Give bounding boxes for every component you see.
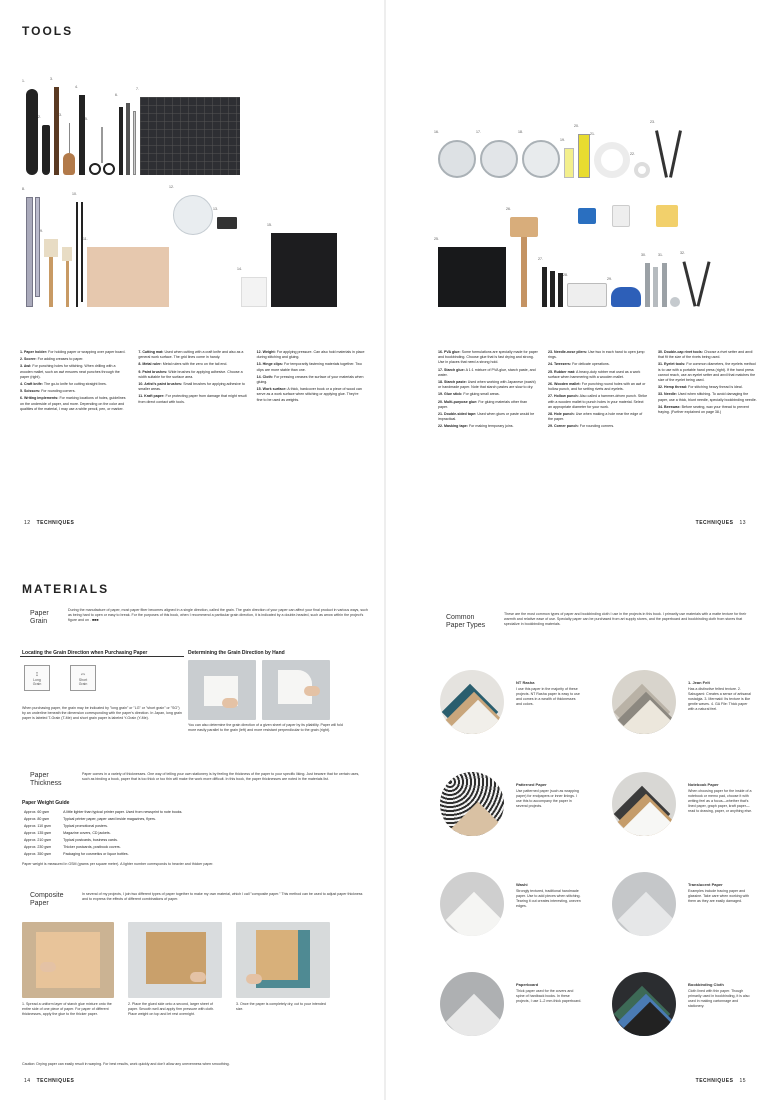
nt-rasha-swatch <box>440 670 504 734</box>
paint-brushes: 9. <box>44 239 72 307</box>
footer-left: 14 TECHNIQUES <box>24 1078 75 1084</box>
legend-entry: 30. Double-cap rivet tools: Choose a rivet setter and anvil that fit the size of the rivets being used. <box>658 350 753 360</box>
spread-gutter <box>384 550 386 1100</box>
grain-text: During the manufacture of paper, most paper fiber becomes aligned in a single direction, called the grain. The grain direction of your paper can affect your final product in various ways, such as being hard to open or easy to break. For the purposes of this book, when I recommend a particular grain direction, it is indicated by a double-headed, such as arrow within the project's figure and on . ■■■ <box>68 608 368 623</box>
bookbinding-cloth-swatch <box>612 972 676 1036</box>
scorer: 2. <box>42 125 50 175</box>
weight-heading: Paper Weight Guide <box>22 800 70 806</box>
grain-heading: Paper Grain <box>30 610 49 625</box>
paperboard-text: Paperboard Thick paper used for the covers and spine of hardback books. In these projects, I use 1–2 mm-thick paperboard. <box>516 982 582 1003</box>
tools-row-2 <box>22 185 337 307</box>
tools-row-3 <box>434 118 684 178</box>
masking-tape: 22. <box>634 162 650 178</box>
legend-entry: 26. Wooden mallet: For punching round holes with an awl or hollow punch, and for setting rivets and eyelets. <box>548 382 646 392</box>
needle-nose-pliers: 23. <box>654 130 684 178</box>
step-3-caption: 3. Once the paper is completely dry, cut to your intended size. <box>236 1002 326 1012</box>
paper-holder: 1. <box>26 89 38 175</box>
legend-entry: 11. Kraft paper: For protecting paper from damage that might result from direct contact with tools. <box>138 394 247 404</box>
artists-brushes: 10. <box>76 202 83 307</box>
footer-right: TECHNIQUES 15 <box>695 1078 746 1084</box>
heading-rule <box>20 656 184 657</box>
legend-entry: 3. Awl: For punching holes for stitching. When drilling with a wooden mallet, such an awl ensures neat punches through the paper (right). <box>20 364 120 379</box>
bookbinding-cloth-text: Bookbinding Cloth Cloth lined with thin paper. Though primarily used in bookbinding, it is also used in making cartonnage and stationery. <box>688 982 750 1008</box>
legend-entry: 15. Work surface: A thick, hardcover book or a piece of wood can serve as a work surface when stitching or applying glue. They're fine to be used as weights. <box>256 387 362 402</box>
paperboard-swatch <box>440 972 504 1036</box>
thickness-text: Paper comes in a variety of thicknesses. One way of telling your own stationery is by feeling the thickness of the paper to your specific liking. Just beware that for certain uses, such as binding a book, paper that is too thick or too thin will make the work more difficult. In this book, the paper thicknesses are noted in the materials list. <box>82 772 360 782</box>
legend-entry: 34. Beeswax: Before sewing, wax your thread to prevent fraying. (Further explained on page 38.) <box>658 404 749 415</box>
eyelet-tools: 31. <box>662 263 680 307</box>
legend-entry: 33. Needle: Used when stitching. To avoid damaging the paper, use a thick, blunt needle, specially bookbinding needle. <box>658 392 757 402</box>
kraft-paper: 11. <box>87 247 169 307</box>
weight-row: Approx. 230 gsm Thicker postcards, postbook covers. <box>24 845 121 850</box>
caution-note: Caution: Drying paper can easily result in warping. For best results, work quickly and don't allow any unevenness when smoothing. <box>22 1062 230 1066</box>
weight: 12. <box>173 195 213 235</box>
weight-row: Approx. 80 gsm Typical printer paper, paper used inside magazines, flyers. <box>24 817 156 822</box>
legend-entry: 24. Tweezers: For delicate operations. <box>548 362 610 367</box>
starch-glue: 17. <box>480 140 518 178</box>
composite-step-3-photo <box>236 922 330 998</box>
translucent-paper-text: Translucent Paper Examples include tracing paper and glassine. Take care when working with them as they are easily damaged. <box>688 882 750 903</box>
hollow-punch: 27. <box>542 267 563 307</box>
thickness-heading: Paper Thickness <box>30 772 62 787</box>
tools-row-1 <box>22 77 240 175</box>
wooden-mallet: 26. <box>510 217 538 307</box>
legend-entry: 7. Cutting mat: Used when cutting with a craft knife and also as a general work surface. The grid lines come in handy. <box>138 350 244 360</box>
beeswax <box>656 205 678 227</box>
awl: 3. <box>63 123 75 175</box>
legend-entry: 1. Paper holder: For holding paper or wrapping over paper board. <box>20 350 126 354</box>
legend-entry: 14. Cloth: For pressing creases the surface of your materials when gluing. <box>256 374 364 385</box>
spread-gutter <box>384 0 386 550</box>
step-2-caption: 2. Place the glued side onto a second, larger sheet of paper. Smooth well and apply firm pressure with cloth. Place weight on top and let rest overnight. <box>128 1002 215 1017</box>
translucent-paper-swatch <box>612 872 676 936</box>
locating-text: When purchasing paper, the grain may be indicated by "long grain" or "LG" or "short grain" or "SG") by an underline beneath the dimension corresponding with the paper's direction. In Japan, long grain paper is labeled T-Grain (T-Me) and short grain paper is labeled Y-Grain (Y-Me). <box>22 706 182 721</box>
step-1-caption: 1. Spread a uniform layer of starch glue mixture onto the entire side of one piece of paper. For paper of different thicknesses, apply the glue to the thicker paper. <box>22 1002 112 1017</box>
locating-heading: Locating the Grain Direction when Purchasing Paper <box>22 650 148 656</box>
corner-punch: 29. <box>611 287 641 307</box>
composite-text: In several of my projects, I join two different types of paper together to make my own material, which I call "composite paper." This method can be used to adjust paper thickness and to express the effects of different combinations of paper. <box>82 892 363 902</box>
notebook-paper-swatch <box>612 772 676 836</box>
legend-entry: 28. Hole punch: Use when making a hole near the edge of the paper. <box>548 412 643 422</box>
legend-entry: 25. Rubber mat: A heavy-duty rubber mat used as a work surface when hammering with a wooden mallet. <box>548 369 641 379</box>
composite-heading: Composite Paper <box>30 892 64 907</box>
legend-entry: 19. Glue stick: For gluing small areas. <box>438 392 500 397</box>
legend-entry: 2. Scorer: For adding creases to paper. <box>20 357 84 362</box>
metal-ruler: 8. <box>26 197 40 307</box>
washi-text: Washi Strongly textured, traditional handmade paper. Use to add pieces when stitching. Tearing it out creates interesting, uneven edges. <box>516 882 581 908</box>
craft-knife: 4. <box>79 95 85 175</box>
weight-row: Approx. 210 gsm Typical postcards, business cards. <box>24 838 118 843</box>
tools-title: TOOLS <box>22 24 74 38</box>
cutting-mat: 7. <box>140 97 240 175</box>
blue-jar <box>578 208 596 224</box>
starch-paste: 18. <box>522 140 560 178</box>
hand-text: You can also determine the grain direction of a given sheet of paper by its pliability. Paper will fold more easily parallel to the grain (left) and more resistant perpendicular to the grain (right). <box>188 723 343 733</box>
legend-entry: 32. Hemp thread: For stitching heavy thread is ideal. <box>658 385 743 390</box>
legend-entry: 23. Needle-nose pliers: Use two in each hand to open jump rings. <box>548 350 645 360</box>
legend-entry: 10. Artist's paint brushes: Small brushes for applying adhesive to smaller areas. <box>138 382 245 392</box>
legend-entry: 27. Hollow punch: Also called a hammer-driven punch. Strike with a wooden mallet to punch holes in your material. Select an appropriate diameter for your work. <box>548 394 648 409</box>
work-surface: 15. <box>271 233 337 307</box>
legend-entry: 21. Double-sided tape: Used when glues or paste would be impractical. <box>438 412 535 422</box>
weight-row: Approx. 350 gsm Packaging for cosmetics or liquor bottles. <box>24 852 129 857</box>
weight-note: Paper weight is measured in GSM (grams per square meter). A lighter number corresponds to heavier and thicker paper. <box>22 862 214 866</box>
hole-punch: 28. <box>567 283 607 307</box>
multi-purpose-glue: 20. <box>578 134 590 178</box>
double-sided-tape: 21. <box>594 142 630 178</box>
footer-right: TECHNIQUES 13 <box>695 520 746 526</box>
legend-entry: 12. Weight: For applying pressure. Can also hold materials in place during stitching and gluing. <box>256 350 365 360</box>
jean-felt-swatch <box>612 670 676 734</box>
legend-entry: 20. Multi-purpose glue: For gluing materials other than paper. <box>438 399 528 409</box>
notebook-paper-text: Notebook Paper When choosing paper for the inside of a notebook or memo pad, choose it with writing feel as a focus—whether that's lined paper, graph paper, kraft paper—read to drawing, paper, or anything else. <box>688 782 753 813</box>
weight-table <box>22 808 194 859</box>
long-grain-box: ↕ Long Grain <box>24 665 50 691</box>
nt-rasha-text: NT Rasha I use this paper in the majority of these projects. NT Rasha paper is easy to use and comes in a wealth of thicknesses and colors. <box>516 680 580 706</box>
legend-entry: 4. Craft knife: The go-to knife for cutting straight lines. <box>20 382 107 387</box>
fold-photo-left <box>188 660 256 720</box>
common-text: These are the most common types of paper and bookbinding cloth I use in the projects in this book. I primarily use materials with a matte texture for their warmth and relative ease of use. Specialty paper can be purchased from art supply stores, and the paperboard and bookbinding cloth from stores that specialize in bookbinding materials. <box>504 612 747 627</box>
hemp-thread <box>612 205 630 227</box>
patterned-paper-swatch <box>440 772 504 836</box>
washi-swatch <box>440 872 504 936</box>
hinge-clips: 13. <box>217 217 237 229</box>
materials-title: MATERIALS <box>22 582 110 596</box>
common-heading: Common Paper Types <box>446 614 486 629</box>
legend-entry: 9. Paint brushes: Wide brushes for applying adhesive. Choose a width suitable for the surface area. <box>138 369 243 379</box>
legend-entry: 16. PVA glue: Some formulations are specially made for paper and bookbinding. Choose glue that is fast drying and strong. Use in places that need a strong hold. <box>438 350 538 365</box>
legend-entry: 13. Hinge clips: For temporarily fastening materials together. Two clips are more stable than one. <box>256 362 362 372</box>
tools-legend-right <box>438 350 758 430</box>
writing-implements: 6. <box>119 103 136 175</box>
eyelet-press: 32. <box>684 261 714 307</box>
scissors: 5. <box>89 127 115 175</box>
fold-photo-right <box>262 660 330 720</box>
cloth: 14. <box>241 277 267 307</box>
rivet-tools: 30. <box>645 263 658 307</box>
rubber-mat: 25. <box>438 247 506 307</box>
legend-entry: 29. Corner punch: For rounding corners. <box>548 424 615 429</box>
legend-entry: 31. Eyelet tools: For common diameters, the eyelets method is to use with a portable hand press (right). If the hand press cannot reach, use an eyelet setter and anvil that matches the size of the eyelet being used. <box>658 362 756 383</box>
legend-entry: 5. Scissors: For rounding corners. <box>20 389 76 394</box>
awl-long: 3. <box>54 87 59 175</box>
weight-row: Approx. 110 gsm Typical promotional posters. <box>24 824 108 829</box>
composite-step-2-photo <box>128 922 222 998</box>
footer-left: 12 TECHNIQUES <box>24 520 75 526</box>
legend-entry: 8. Metal ruler: Metal rulers with the zero on the tail end. <box>138 362 228 367</box>
materials-spread <box>0 550 770 1100</box>
legend-entry: 18. Starch paste: Used when working with Japanese (washi) or handmade paper. Note that starch pastes are slow to dry. <box>438 380 536 390</box>
patterned-paper-text: Patterned Paper Use patterned paper (such as wrapping paper) for endpapers or inner linings. I use this to accompany the paper in several projects. <box>516 782 579 808</box>
pva-glue: 16. <box>438 140 476 178</box>
weight-row: Approx. 135 gsm Magazine covers, CD jackets. <box>24 831 111 836</box>
weight-row: Approx. 60 gsm A little lighter than typical printer paper. Used from newsprint to note books. <box>24 810 183 814</box>
glue-stick: 19. <box>564 148 574 178</box>
jean-felt-text: 1. Jean Felt Has a distinctive felted texture. 2. Sabugami: Creates a sense of artisanal nostalgia. 3. Mermaid: Its texture is like gentle waves. 4. GA File: Thick paper with a natural feel. <box>688 680 751 711</box>
short-grain-box: ⇔ Short Grain <box>70 665 96 691</box>
tools-legend-left <box>20 350 365 412</box>
composite-step-1-photo <box>22 922 114 998</box>
legend-entry: 22. Masking tape: For making temporary joins. <box>438 424 514 429</box>
legend-entry: 17. Starch glue: A 1:1 mixture of PVA glue, starch paste, and water. <box>438 367 536 377</box>
hand-heading: Determining the Grain Direction by Hand <box>188 650 285 656</box>
legend-entry: 6. Writing implements: For marking locations of holes, guidelines on the underside of paper, and more. Depending on the color and qualities of the material, I may use a white pencil, pen, or marker. <box>20 396 126 411</box>
